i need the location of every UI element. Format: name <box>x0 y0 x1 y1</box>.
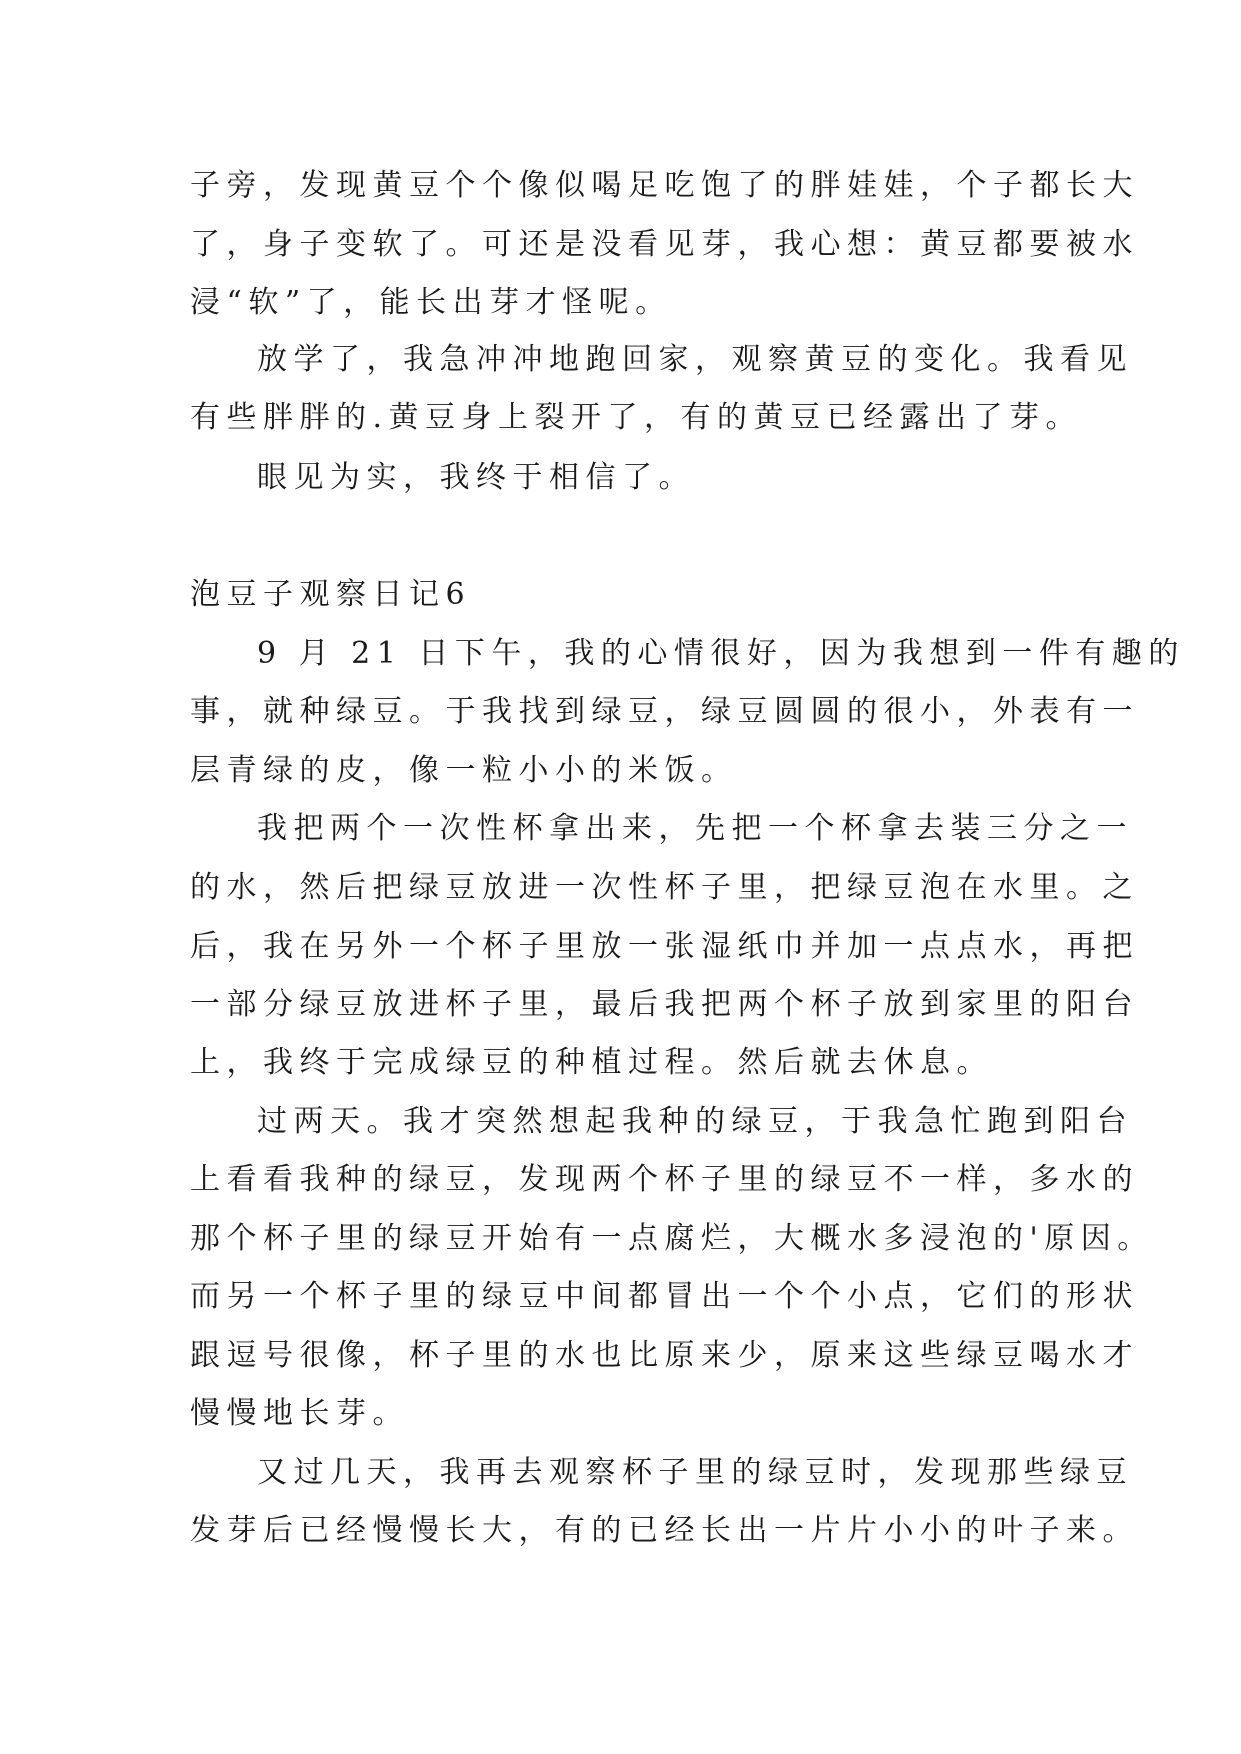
paragraph-first-line: 9 月 21 日下午，我的心情很好，因为我想到一件有趣的 <box>257 636 1185 671</box>
text-line: 事，就种绿豆。于我找到绿豆，绿豆圆圆的很小，外表有一 <box>190 694 1139 729</box>
text-line: 层青绿的皮，像一粒小小的米饭。 <box>190 753 738 788</box>
paragraph-first-line: 过两天。我才突然想起我种的绿豆，于我急忙跑到阳台 <box>257 1104 1133 1139</box>
paragraph-first-line: 又过几天，我再去观察杯子里的绿豆时，发现那些绿豆 <box>257 1455 1133 1490</box>
text-line: 而另一个杯子里的绿豆中间都冒出一个个小点，它们的形状 <box>190 1279 1139 1314</box>
text-line: 发芽后已经慢慢长大，有的已经长出一片片小小的叶子来。 <box>190 1513 1139 1548</box>
text-line: 的水，然后把绿豆放进一次性杯子里，把绿豆泡在水里。之 <box>190 870 1139 905</box>
text-line: 慢慢地长芽。 <box>190 1396 409 1431</box>
section-title: 泡豆子观察日记6 <box>190 577 472 612</box>
text-line: 了，身子变软了。可还是没看见芽，我心想：黄豆都要被水 <box>190 227 1139 262</box>
text-line: 那个杯子里的绿豆开始有一点腐烂，大概水多浸泡的'原因。 <box>190 1221 1154 1256</box>
text-line: 上，我终于完成绿豆的种植过程。然后就去休息。 <box>190 1045 993 1080</box>
text-line: 有些胖胖的.黄豆身上裂开了，有的黄豆已经露出了芽。 <box>190 400 1083 435</box>
paragraph-first-line: 放学了，我急冲冲地跑回家，观察黄豆的变化。我看见 <box>257 342 1133 377</box>
text-line: 浸“软”了，能长出芽才怪呢。 <box>190 285 672 320</box>
text-line: 跟逗号很像，杯子里的水也比原来少，原来这些绿豆喝水才 <box>190 1338 1139 1373</box>
text-line: 一部分绿豆放进杯子里，最后我把两个杯子放到家里的阳台 <box>190 987 1139 1022</box>
paragraph-first-line: 我把两个一次性杯拿出来，先把一个杯拿去装三分之一 <box>257 811 1133 846</box>
text-line: 后，我在另外一个杯子里放一张湿纸巾并加一点点水，再把 <box>190 929 1139 964</box>
text-line: 子旁，发现黄豆个个像似喝足吃饱了的胖娃娃，个子都长大 <box>190 168 1139 203</box>
text-line: 上看看我种的绿豆，发现两个杯子里的绿豆不一样，多水的 <box>190 1162 1139 1197</box>
paragraph-first-line: 眼见为实，我终于相信了。 <box>257 460 695 495</box>
